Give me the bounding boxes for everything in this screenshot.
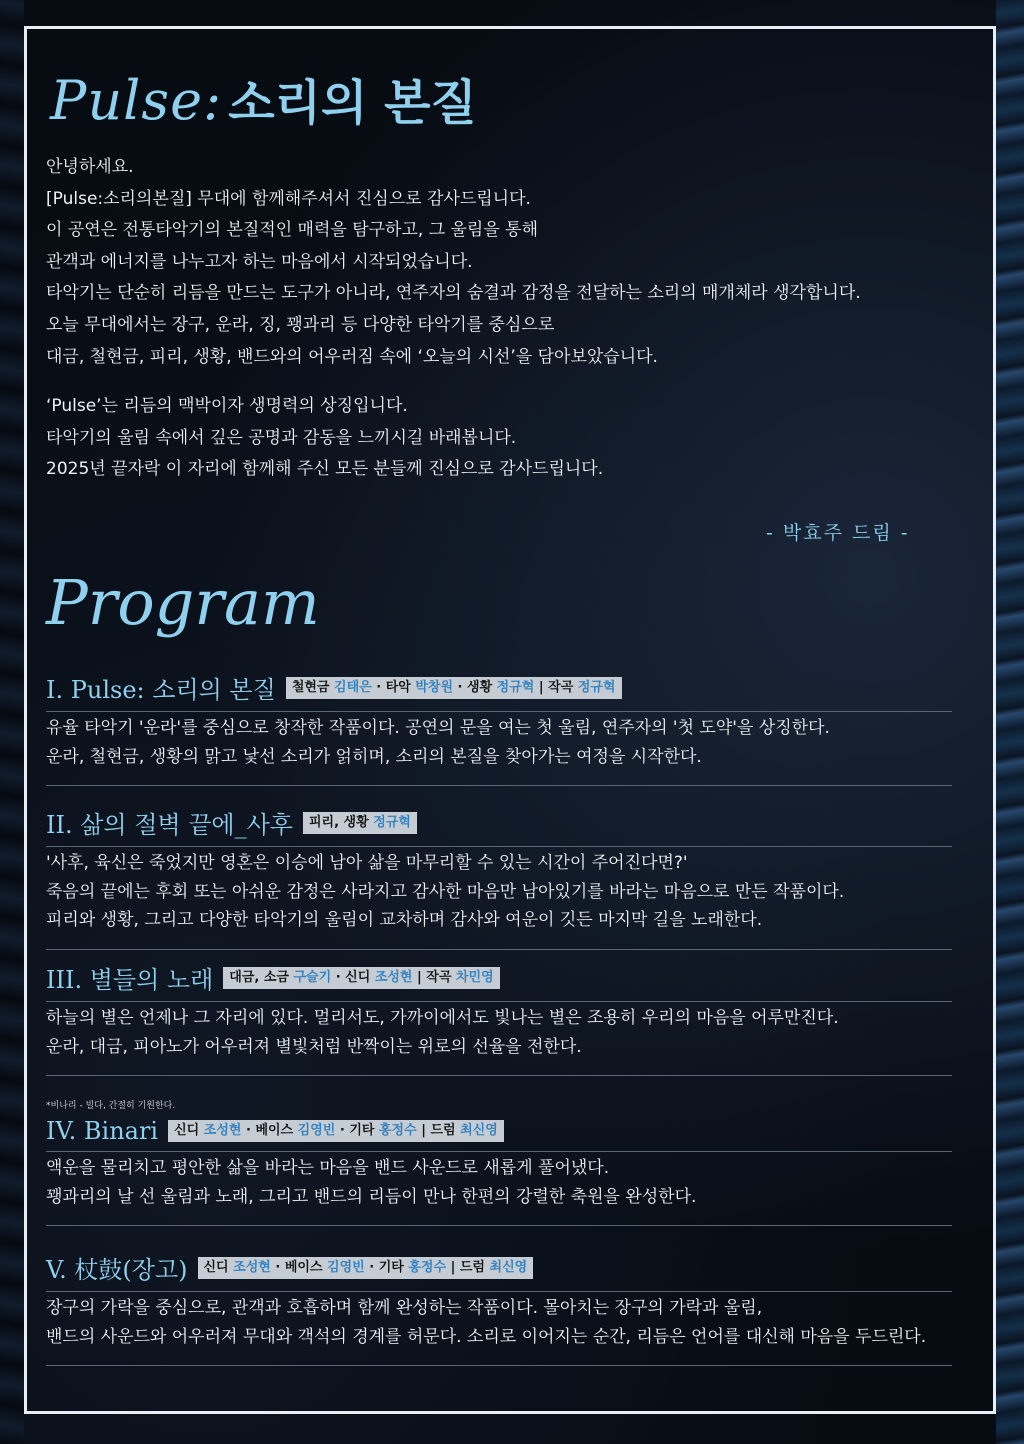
program-piece-3 <box>46 960 952 1076</box>
piece-credits: 철현금 김태은 · 타악 박창원 · 생황 정규혁 | 작곡 정규혁 <box>286 677 622 699</box>
program-piece-5 <box>46 1250 952 1366</box>
footnote: *비나리 - 빌다, 간절히 기원한다. <box>46 1101 176 1111</box>
piece-credits: 신디 조성현 · 베이스 김영빈 · 기타 홍정수 | 드럼 최신영 <box>168 1120 504 1142</box>
greeting-line: 대금, 철현금, 피리, 생황, 밴드와의 어우러짐 속에 ‘오늘의 시선’을 담아보았습니다. <box>46 346 658 367</box>
signature: - 박효주 드림 - <box>766 522 910 544</box>
divider <box>46 785 952 786</box>
greeting-line: [Pulse:소리의본질] 무대에 함께해주셔서 진심으로 감사드립니다. <box>46 188 531 209</box>
divider <box>46 1075 952 1076</box>
title-script: Pulse: <box>50 69 223 132</box>
greeting-line: 오늘 무대에서는 장구, 운라, 징, 꽹과리 등 다양한 타악기를 중심으로 <box>46 314 555 335</box>
piece-title: V. 杖鼓(장고) <box>46 1256 188 1284</box>
greeting-line: 안녕하세요. <box>46 157 134 177</box>
program-piece-1 <box>46 670 952 786</box>
piece-description: 장구의 가락을 중심으로, 관객과 호흡하며 함께 완성하는 작품이다. 몰아치는 장구의 가락과 울림, 밴드의 사운드와 어우러져 무대와 객석의 경계를 허문다. 소리로 이어지는 순간, 리듬은 언어를 대신해 마음을 두드린다. <box>46 1298 927 1347</box>
page-title <box>50 64 477 133</box>
divider <box>46 949 952 950</box>
piece-credits: 신디 조성현 · 베이스 김영빈 · 기타 홍정수 | 드럼 최신영 <box>198 1257 534 1279</box>
greeting-letter <box>46 152 966 486</box>
piece-title: II. 삶의 절벽 끝에_사후 <box>46 811 293 839</box>
divider <box>46 1365 952 1366</box>
piece-title: IV. Binari <box>46 1117 159 1145</box>
piece-title: I. Pulse: 소리의 본질 <box>46 676 276 704</box>
marble-border-left <box>0 0 24 1444</box>
piece-description: 액운을 물리치고 평안한 삶을 바라는 마음을 밴드 사운드로 새롭게 풀어냈다. 꽹과리의 날 선 울림과 노래, 그리고 밴드의 리듬이 만나 한편의 강렬한 축원을 완성한다. <box>46 1158 697 1207</box>
marble-border-right <box>996 0 1024 1444</box>
greeting-line: 관객과 에너지를 나누고자 하는 마음에서 시작되었습니다. <box>46 251 473 272</box>
piece-description: 유율 타악기 '운라'를 중심으로 창작한 작품이다. 공연의 문을 여는 첫 울림, 연주자의 '첫 도약'을 상징한다. 운라, 철현금, 생황의 맑고 낯선 소리가 얽히며, 소리의 본질을 찾아가는 여정을 시작한다. <box>46 718 830 767</box>
piece-description: 하늘의 별은 언제나 그 자리에 있다. 멀리서도, 가까이에서도 빛나는 별은 조용히 우리의 마음을 어루만진다. 운라, 대금, 피아노가 어우러져 별빛처럼 반짝이는 위로의 선율을 전한다. <box>46 1008 839 1057</box>
greeting-line: 타악기의 울림 속에서 깊은 공명과 감동을 느끼시길 바래봅니다. <box>46 427 517 448</box>
greeting-line: 타악기는 단순히 리듬을 만드는 도구가 아니라, 연주자의 숨결과 감정을 전달하는 소리의 매개체라 생각합니다. <box>46 283 861 304</box>
program-heading: Program <box>46 566 320 639</box>
program-piece-2 <box>46 805 952 950</box>
piece-description: '사후, 육신은 죽었지만 영혼은 이승에 남아 삶을 마무리할 수 있는 시간이 주어진다면?' 죽음의 끝에는 후회 또는 아쉬운 감정은 사라지고 감사한 마음만 남아있기를 바라는 마음으로 만든 작품이다. 피리와 생황, 그리고 다양한 타악기의 울림이 교차하며 감사와 여운이 깃든 마지막 길을 노래한다. <box>46 853 845 930</box>
program-piece-4 <box>46 1098 952 1226</box>
greeting-line: ‘Pulse’는 리듬의 맥박이자 생명력의 상징입니다. <box>46 396 408 417</box>
title-korean: 소리의 본질 <box>228 75 477 131</box>
divider <box>46 1225 952 1226</box>
piece-credits: 피리, 생황 정규혁 <box>303 812 417 834</box>
greeting-line: 이 공연은 전통타악기의 본질적인 매력을 탐구하고, 그 울림을 통해 <box>46 220 539 241</box>
piece-title: III. 별들의 노래 <box>46 966 214 994</box>
piece-credits: 대금, 소금 구슬기 · 신디 조성현 | 작곡 차민영 <box>223 967 499 989</box>
greeting-line: 2025년 끝자락 이 자리에 함께해 주신 모든 분들께 진심으로 감사드립니다. <box>46 459 604 480</box>
